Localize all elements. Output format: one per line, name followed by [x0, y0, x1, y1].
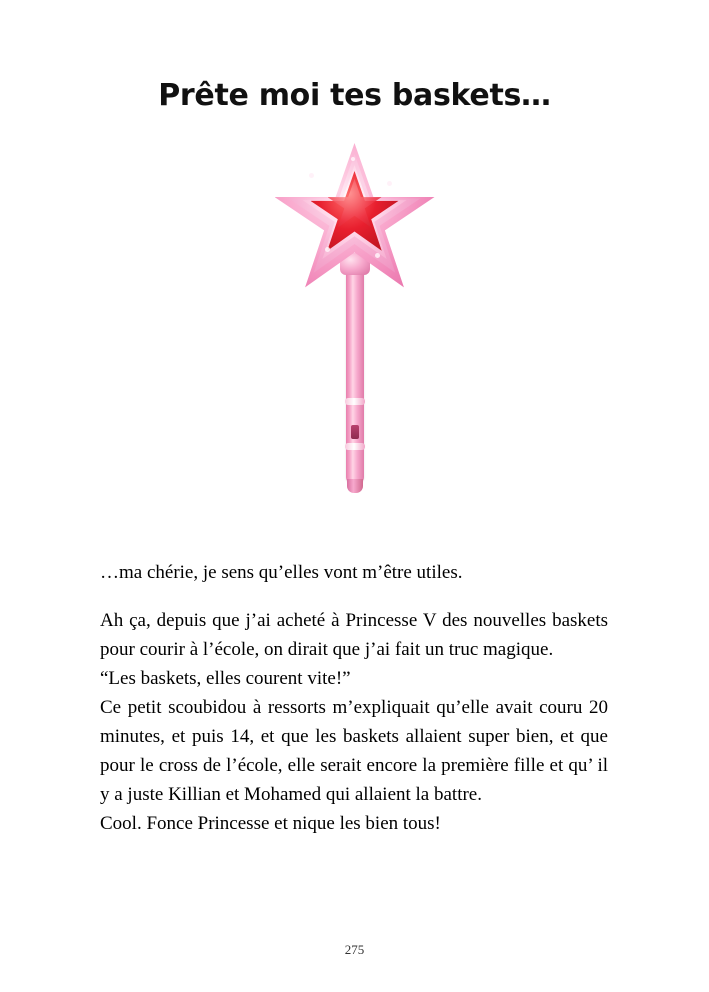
wand-handle-tip: [347, 479, 363, 493]
wand-switch-icon: [351, 425, 359, 439]
page-number: 275: [344, 942, 365, 957]
star-wand-image: [265, 143, 445, 503]
wand-handle: [346, 263, 364, 485]
paragraph-2: Ah ça, depuis que j’ai acheté à Princesse V des nouvelles baskets pour courir à l’école, on dirait que j’ai fait un truc magique.: [100, 610, 608, 660]
paragraph-5: Cool. Fonce Princesse et nique les bien tous!: [100, 813, 441, 834]
sparkle-icon: [375, 253, 380, 258]
paragraph-3: “Les baskets, elles courent vite!”: [100, 668, 351, 689]
body-text: [100, 558, 608, 838]
page-title: Prête moi tes baskets…: [158, 78, 551, 113]
paragraph-4: Ce petit scoubidou à ressorts m’expliquait qu’elle avait couru 20 minutes, et puis 14, et que les baskets allaient super bien, et que pour le cross de l’école, elle serait encore la première fille et qu’ il y a juste Killian et Mohamed qui allaient la battre.: [100, 697, 608, 805]
sparkle-icon: [325, 247, 330, 252]
illustration-figure: [0, 143, 709, 503]
wand-handle-band: [345, 398, 365, 405]
sparkle-icon: [309, 173, 314, 178]
paragraph-1: …ma chérie, je sens qu’elles vont m’être utiles.: [100, 562, 463, 583]
sparkle-icon: [387, 181, 392, 186]
sparkle-icon: [351, 157, 355, 161]
paragraph-spacer: [100, 587, 608, 606]
wand-handle-band: [345, 443, 365, 450]
